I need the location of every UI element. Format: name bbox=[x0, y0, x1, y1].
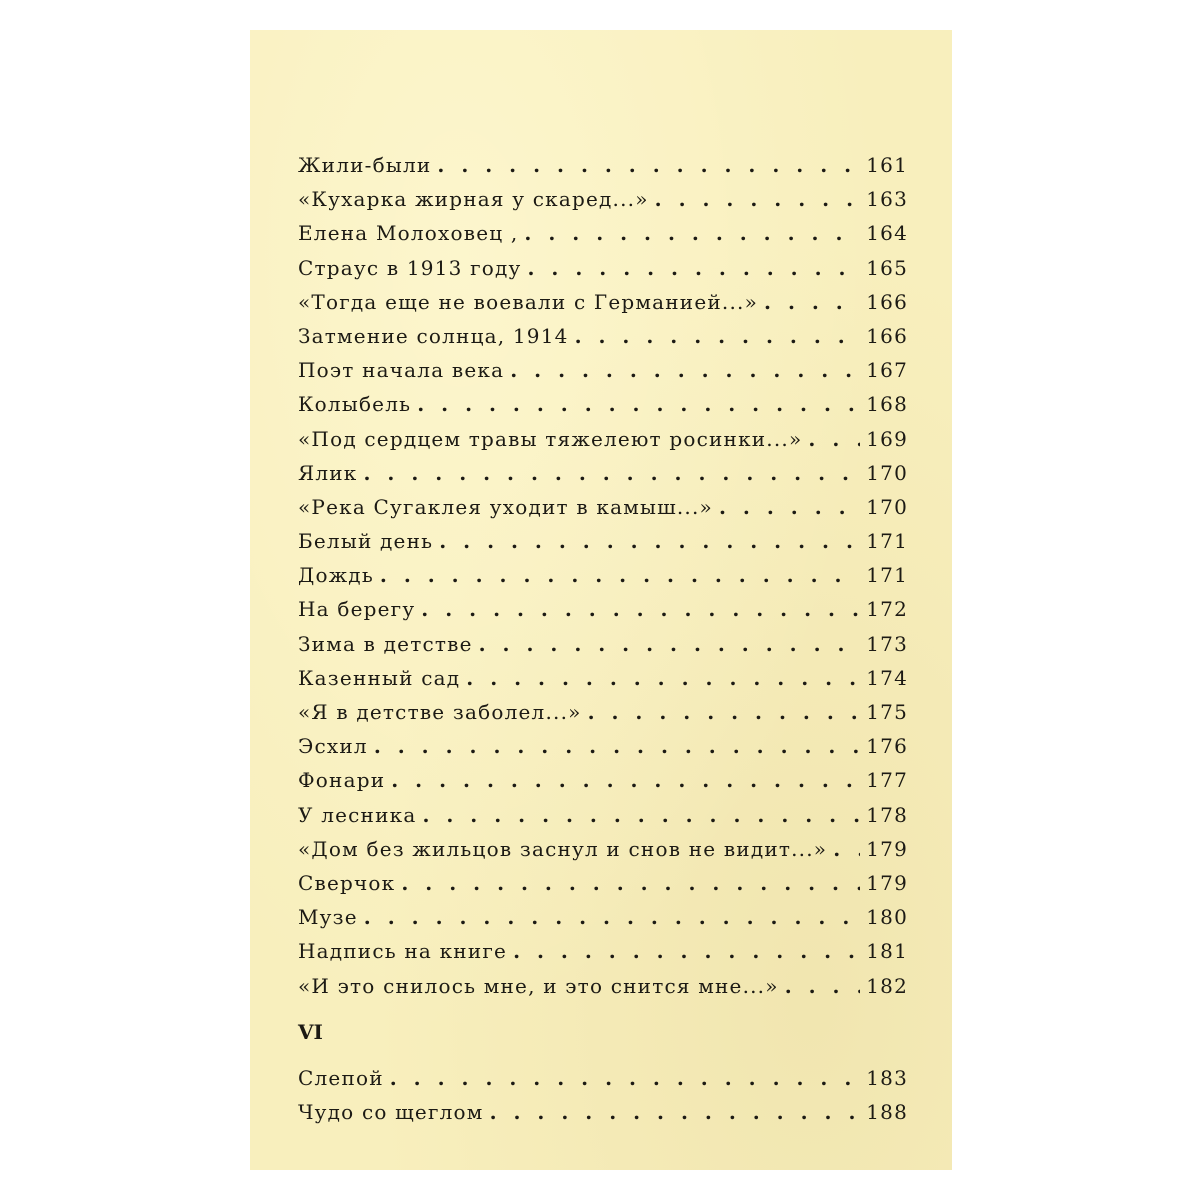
toc-entry-title: Колыбель bbox=[298, 392, 412, 417]
toc-entry bbox=[298, 148, 908, 182]
toc-entry-title: «Под сердцем травы тяжелеют росинки...» bbox=[298, 426, 803, 451]
toc-entry-page-number: 166 bbox=[866, 289, 908, 314]
toc-entry bbox=[298, 763, 908, 797]
toc-entry-page-number: 181 bbox=[866, 939, 908, 964]
toc-entry bbox=[298, 319, 908, 353]
toc-entry-title: «Кухарка жирная у скаред...» bbox=[298, 187, 649, 212]
toc-entry bbox=[298, 353, 908, 387]
dot-leader bbox=[808, 422, 860, 456]
dot-leader bbox=[417, 387, 860, 421]
dot-leader bbox=[390, 1061, 860, 1095]
toc-entry-page-number: 170 bbox=[866, 494, 908, 519]
toc-entry bbox=[298, 251, 908, 285]
dot-leader bbox=[528, 251, 861, 285]
dot-leader bbox=[524, 216, 860, 250]
toc-entry-page-number: 188 bbox=[866, 1099, 908, 1124]
toc-entry-title: Музе bbox=[298, 905, 358, 930]
toc-entry-title: Дождь bbox=[298, 563, 374, 588]
toc-entry-page-number: 166 bbox=[866, 323, 908, 348]
toc-entry-page-number: 182 bbox=[866, 973, 908, 998]
toc-entry-page-number: 177 bbox=[866, 768, 908, 793]
toc-entry bbox=[298, 490, 908, 524]
toc-entry-title: «Река Сугаклея уходит в камыш...» bbox=[298, 494, 713, 519]
dot-leader bbox=[575, 319, 861, 353]
dot-leader bbox=[401, 866, 860, 900]
book-page bbox=[250, 30, 952, 1170]
toc-entry-page-number: 178 bbox=[866, 802, 908, 827]
toc-entry-title: Затмение солнца, 1914 bbox=[298, 323, 569, 348]
toc-entry bbox=[298, 422, 908, 456]
toc-entry bbox=[298, 1095, 908, 1129]
toc-entry-title: Надпись на книге bbox=[298, 939, 508, 964]
toc-entry bbox=[298, 866, 908, 900]
section-heading: VI bbox=[298, 1019, 323, 1044]
toc-entry-title: У лесника bbox=[298, 802, 417, 827]
toc-entry-title: Зима в детстве bbox=[298, 631, 473, 656]
toc-entry bbox=[298, 182, 908, 216]
toc-entry-page-number: 179 bbox=[866, 870, 908, 895]
toc-entry-title: Сверчок bbox=[298, 870, 396, 895]
toc-entry-page-number: 175 bbox=[866, 700, 908, 724]
toc-entry-title: На берегу bbox=[298, 597, 416, 622]
toc-entry-page-number: 169 bbox=[866, 426, 908, 451]
dot-leader bbox=[439, 524, 860, 558]
toc-entry-title: Казенный сад bbox=[298, 665, 461, 690]
toc-entry-title: «Я в детстве заболел...» bbox=[298, 700, 582, 724]
dot-leader bbox=[422, 798, 860, 832]
toc-entry-title: Страус в 1913 году bbox=[298, 255, 522, 280]
toc-entry-title: Чудо со щеглом bbox=[298, 1099, 484, 1124]
dot-leader bbox=[437, 148, 860, 182]
dot-leader bbox=[513, 934, 860, 968]
dot-leader bbox=[364, 900, 860, 934]
toc-entry-title: Белый день bbox=[298, 529, 434, 554]
dot-leader bbox=[380, 558, 860, 592]
dot-leader bbox=[490, 1095, 861, 1129]
toc-entry-title: Эсхил bbox=[298, 734, 368, 759]
toc-entry-title: Жили-были bbox=[298, 153, 432, 177]
dot-leader bbox=[785, 969, 861, 1003]
toc-entry bbox=[298, 456, 908, 490]
toc-entry-page-number: 172 bbox=[866, 597, 908, 622]
dot-leader bbox=[391, 763, 860, 797]
dot-leader bbox=[764, 285, 860, 319]
toc-entry-page-number: 176 bbox=[866, 734, 908, 759]
toc-entry bbox=[298, 524, 908, 558]
toc-entry-page-number: 167 bbox=[866, 358, 908, 383]
dot-leader bbox=[588, 695, 861, 729]
toc-entry bbox=[298, 387, 908, 421]
dot-leader bbox=[374, 729, 860, 763]
toc-entry-title: Фонари bbox=[298, 768, 386, 793]
toc-entry bbox=[298, 216, 908, 250]
table-of-contents bbox=[298, 148, 908, 1129]
toc-entry-page-number: 168 bbox=[866, 392, 908, 417]
toc-entry bbox=[298, 832, 908, 866]
toc-entry-page-number: 183 bbox=[866, 1065, 908, 1090]
toc-entry-page-number: 163 bbox=[866, 187, 908, 212]
dot-leader bbox=[655, 182, 861, 216]
dot-leader bbox=[719, 490, 860, 524]
toc-entry bbox=[298, 285, 908, 319]
toc-entry bbox=[298, 592, 908, 626]
dot-leader bbox=[510, 353, 860, 387]
dot-leader bbox=[479, 627, 861, 661]
toc-entry-page-number: 174 bbox=[866, 665, 908, 690]
toc-entry bbox=[298, 661, 908, 695]
dot-leader bbox=[833, 832, 860, 866]
toc-entry bbox=[298, 558, 908, 592]
toc-entry-title: «Тогда еще не воевали с Германией...» bbox=[298, 289, 759, 314]
dot-leader bbox=[421, 592, 860, 626]
toc-entry-page-number: 170 bbox=[866, 460, 908, 485]
toc-list-part-1 bbox=[298, 148, 908, 1003]
toc-entry bbox=[298, 627, 908, 661]
toc-entry-title: Слепой bbox=[298, 1065, 384, 1090]
toc-entry-page-number: 180 bbox=[866, 905, 908, 930]
toc-entry-page-number: 165 bbox=[866, 255, 908, 280]
toc-entry-page-number: 171 bbox=[866, 529, 908, 554]
toc-entry bbox=[298, 695, 908, 729]
toc-entry bbox=[298, 900, 908, 934]
toc-entry-title: Ялик bbox=[298, 460, 358, 485]
toc-entry-title: Елена Молоховец , bbox=[298, 221, 519, 246]
dot-leader bbox=[364, 456, 861, 490]
toc-entry-page-number: 171 bbox=[866, 563, 908, 588]
dot-leader bbox=[466, 661, 860, 695]
toc-entry-page-number: 161 bbox=[866, 153, 908, 177]
toc-entry bbox=[298, 934, 908, 968]
toc-entry bbox=[298, 798, 908, 832]
toc-entry-title: «Дом без жильцов заснул и снов не видит...» bbox=[298, 836, 828, 861]
toc-list-part-2 bbox=[298, 1061, 908, 1129]
toc-entry bbox=[298, 729, 908, 763]
toc-entry bbox=[298, 969, 908, 1003]
toc-entry-title: Поэт начала века bbox=[298, 358, 505, 383]
toc-entry-page-number: 164 bbox=[866, 221, 908, 246]
toc-entry-title: «И это снилось мне, и это снится мне...» bbox=[298, 973, 779, 998]
toc-entry bbox=[298, 1061, 908, 1095]
toc-entry-page-number: 179 bbox=[866, 836, 908, 861]
toc-entry-page-number: 173 bbox=[866, 631, 908, 656]
